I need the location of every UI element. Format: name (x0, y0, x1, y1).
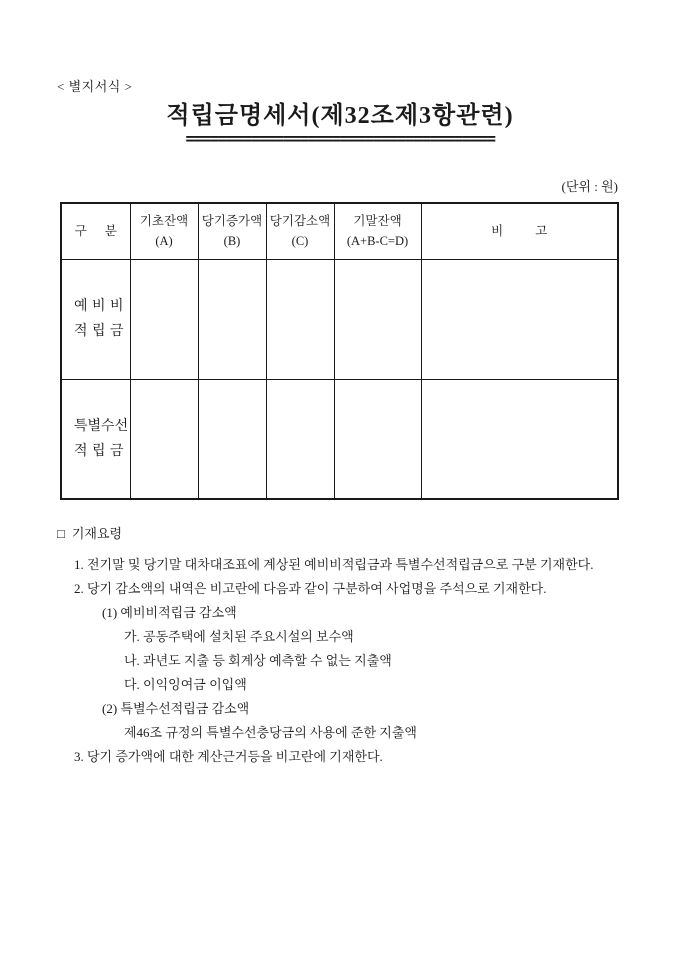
table-header-row (61, 203, 618, 259)
col-header-category-label: 구 분 (74, 224, 117, 239)
instruction-item: 2. 당기 감소액의 내역은 비고란에 다음과 같이 구분하여 사업명을 주석으로 기재한다. (74, 581, 547, 596)
col-header-decrease (266, 203, 334, 259)
row-label-special-repair-line1: 특별수선 (74, 418, 129, 434)
col-header-ending-line1: 기말잔액 (353, 214, 402, 229)
instruction-item: 3. 당기 증가액에 대한 계산근거등을 비고란에 기재한다. (74, 749, 383, 764)
instruction-item: 1. 전기말 및 당기말 대차대조표에 계상된 예비비적립금과 특별수선적립금으로 구분 기재한다. (74, 557, 594, 572)
row-label-reserve-fund (61, 259, 130, 379)
reserves-table (60, 202, 619, 500)
col-header-remarks-label: 비 고 (491, 224, 548, 239)
empty-cell (266, 259, 334, 379)
instruction-item: 다. 이익잉여금 이입액 (124, 677, 247, 692)
instructions-heading-label: 기재요령 (71, 526, 123, 541)
table-row-special-repair-fund (61, 379, 618, 499)
table-row-reserve-fund (61, 259, 618, 379)
instruction-item: 나. 과년도 지출 등 회계상 예측할 수 없는 지출액 (124, 653, 392, 668)
col-header-opening-line1: 기초잔액 (139, 214, 189, 229)
instruction-item: 제46조 규정의 특별수선충당금의 사용에 준한 지출액 (124, 725, 417, 740)
empty-cell (334, 259, 421, 379)
col-header-decrease-line1: 당기감소액 (269, 214, 331, 229)
empty-cell (421, 259, 618, 379)
title-underline-rule: ====================================== (185, 133, 495, 145)
empty-cell (130, 259, 198, 379)
instructions-heading (57, 526, 667, 542)
col-header-decrease-line2: (C) (291, 234, 309, 249)
checkbox-icon: □ (57, 526, 65, 541)
col-header-ending-balance (334, 203, 421, 259)
row-label-special-repair-line2: 적 립 금 (74, 443, 124, 459)
page-title: 적립금명세서(제32조제3항관련) (166, 103, 514, 129)
empty-cell (198, 259, 266, 379)
col-header-category (61, 203, 130, 259)
title-block (0, 99, 680, 145)
empty-cell (130, 379, 198, 499)
col-header-increase-line2: (B) (223, 234, 241, 249)
instructions-section (57, 526, 667, 769)
col-header-increase (198, 203, 266, 259)
row-label-reserve-fund-line2: 적 립 금 (74, 324, 124, 339)
col-header-remarks (421, 203, 618, 259)
unit-label: (단위 : 원) (561, 179, 618, 194)
instruction-item: (2) 특별수선적립금 감소액 (102, 701, 250, 716)
row-label-special-repair-fund (61, 379, 130, 499)
instruction-item: (1) 예비비적립금 감소액 (102, 605, 237, 620)
empty-cell (421, 379, 618, 499)
instruction-item: 가. 공동주택에 설치된 주요시설의 보수액 (124, 629, 354, 644)
empty-cell (198, 379, 266, 499)
col-header-increase-line1: 당기증가액 (201, 214, 263, 229)
row-label-reserve-fund-line1: 예 비 비 (74, 299, 124, 314)
empty-cell (266, 379, 334, 499)
empty-cell (334, 379, 421, 499)
col-header-ending-line2: (A+B-C=D) (346, 234, 409, 249)
col-header-opening-balance (130, 203, 198, 259)
form-label: < 별지서식 > (57, 79, 133, 94)
col-header-opening-line2: (A) (155, 234, 173, 249)
